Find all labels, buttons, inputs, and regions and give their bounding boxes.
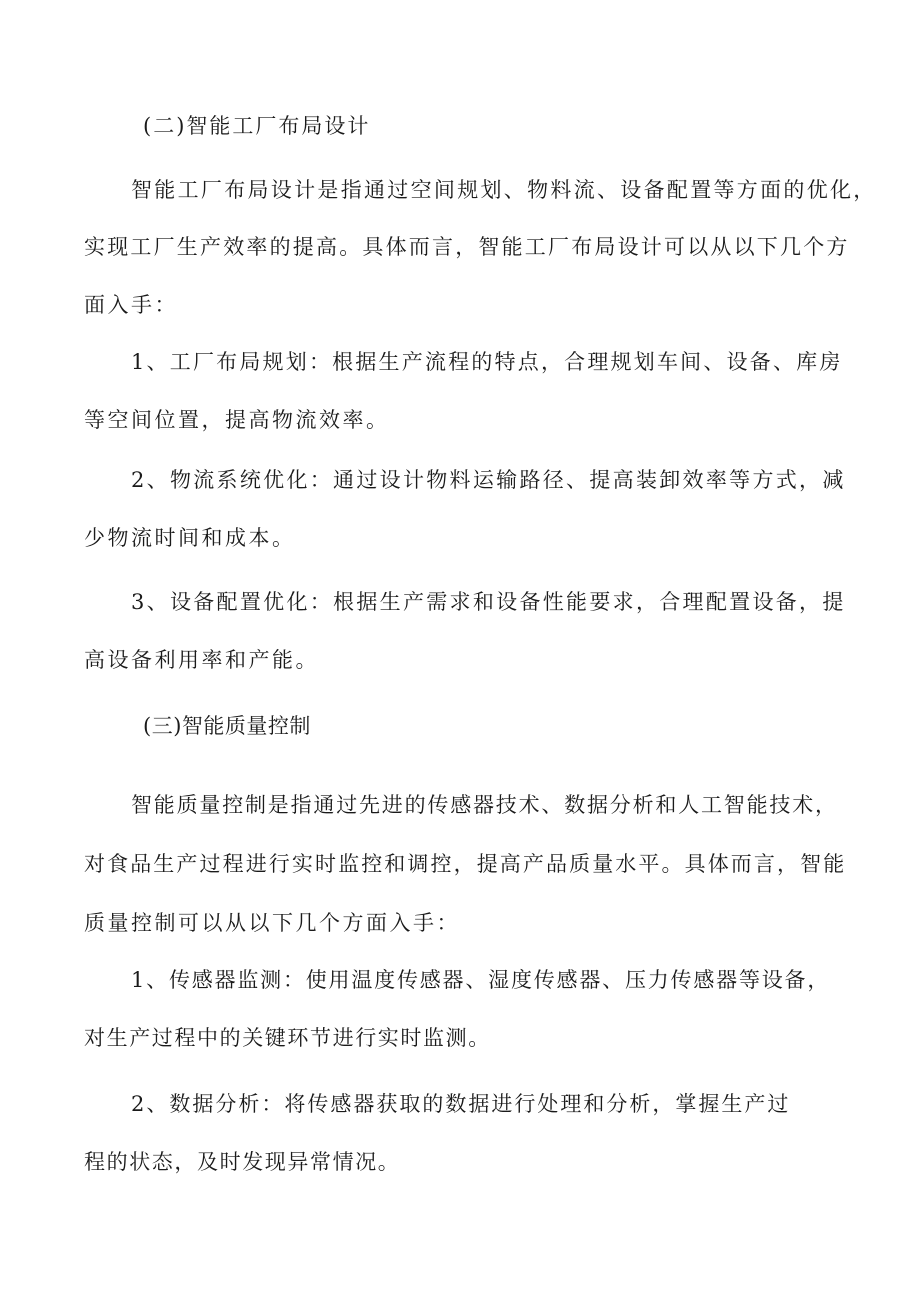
paragraph-line: 面入手：	[84, 293, 178, 317]
list-item-line: 2、物流系统优化：通过设计物料运输路径、提高装卸效率等方式，减	[131, 468, 846, 492]
paragraph-line: 智能工厂布局设计是指通过空间规划、物料流、设备配置等方面的优化，	[131, 178, 877, 202]
paragraph-line: 智能质量控制是指通过先进的传感器技术、数据分析和人工智能技术，	[131, 793, 838, 817]
list-item-line: 等空间位置，提高物流效率。	[84, 408, 390, 432]
list-item-line: 程的状态，及时发现异常情况。	[84, 1150, 401, 1174]
list-item-line: 对生产过程中的关键环节进行实时监测。	[84, 1026, 491, 1050]
paragraph-line: 质量控制可以从以下几个方面入手：	[84, 911, 460, 935]
paragraph-line: 对食品生产过程进行实时监控和调控，提高产品质量水平。具体而言，智能	[84, 852, 847, 876]
list-item-line: 高设备利用率和产能。	[84, 648, 319, 672]
section-heading-layout-design: (二)智能工厂布局设计	[143, 114, 371, 138]
section-heading-quality-control: (三)智能质量控制	[143, 714, 311, 738]
list-item-line: 1、传感器监测：使用温度传感器、湿度传感器、压力传感器等设备，	[131, 968, 831, 992]
paragraph-line: 实现工厂生产效率的提高。具体而言，智能工厂布局设计可以从以下几个方	[84, 235, 850, 259]
list-item-line: 少物流时间和成本。	[84, 526, 296, 550]
list-item-line: 2、数据分析：将传感器获取的数据进行处理和分析，掌握生产过	[131, 1092, 791, 1116]
list-item-line: 1、工厂布局规划：根据生产流程的特点，合理规划车间、设备、库房	[131, 350, 843, 374]
list-item-line: 3、设备配置优化：根据生产需求和设备性能要求，合理配置设备，提	[131, 590, 846, 614]
